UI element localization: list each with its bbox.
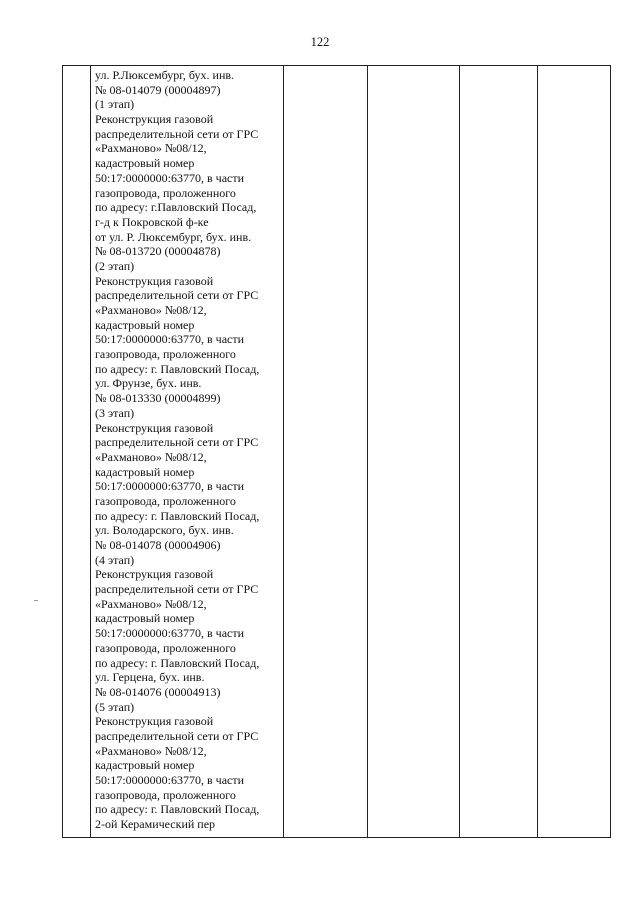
description-line: г-д к Покровской ф-ке [95,214,209,229]
description-line: Реконструкция газовой [95,714,214,729]
description-line: № 08-013720 (00004878) [95,244,221,259]
empty-cell-5 [460,66,538,838]
document-table [62,65,611,838]
description-line: «Рахманово» №08/12, [95,449,207,464]
description-cell [91,66,284,838]
description-line: ул. Герцена, бух. инв. [95,670,205,685]
description-line: «Рахманово» №08/12, [95,743,207,758]
page-number: 122 [310,35,330,49]
description-line: кадастровый номер [95,317,195,332]
description-line: 50:17:0000000:63770, в части [95,170,245,185]
description-line: 50:17:0000000:63770, в части [95,332,245,347]
description-line: газопровода, проложенного [95,185,236,200]
description-line: распределительной сети от ГРС [95,582,259,597]
description-line: Реконструкция газовой [95,112,214,127]
description-line: ул. Володарского, бух. инв. [95,523,234,538]
description-line: газопровода, проложенного [95,493,236,508]
description-line: кадастровый номер [95,156,195,171]
description-line: 2-ой Керамический пер [95,817,216,832]
description-line: № 08-014078 (00004906) [95,538,221,552]
description-line: газопровода, проложенного [95,787,236,802]
description-line: Реконструкция газовой [95,567,214,582]
row-number-cell [63,66,91,838]
description-line: распределительной сети от ГРС [95,435,259,450]
description-line: распределительной сети от ГРС [95,288,259,303]
description-line: (3 этап) [95,405,135,420]
empty-cell-3 [284,66,368,838]
description-line: газопровода, проложенного [95,347,236,362]
description-line: (2 этап) [95,258,135,273]
description-line: «Рахманово» №08/12, [95,141,207,156]
description-line: кадастровый номер [95,758,195,773]
description-line: по адресу: г. Павловский Посад, [95,655,260,670]
description-line: по адресу: г. Павловский Посад, [95,508,260,523]
description-line: 50:17:0000000:63770, в части [95,626,245,641]
description-line: № 08-013330 (00004899) [95,391,221,406]
description-line: (1 этап) [95,97,135,112]
description-line: (4 этап) [95,552,135,567]
description-line: «Рахманово» №08/12, [95,596,207,611]
description-line: (5 этап) [95,699,135,714]
description-line: ул. Р.Люксембург, бух. инв. [95,68,235,82]
description-line: кадастровый номер [95,611,195,626]
description-line: Реконструкция газовой [95,273,214,288]
description-line: газопровода, проложенного [95,640,236,655]
description-text [95,68,281,832]
description-line: распределительной сети от ГРС [95,126,259,141]
description-line: № 08-014076 (00004913) [95,684,221,699]
empty-cell-4 [368,66,460,838]
description-line: Реконструкция газовой [95,420,214,435]
description-line: 50:17:0000000:63770, в части [95,773,245,787]
description-line: «Рахманово» №08/12, [95,303,207,317]
description-line: по адресу: г.Павловский Посад, [95,200,257,215]
description-line: кадастровый номер [95,464,195,479]
table-row [63,66,611,838]
description-line: 50:17:0000000:63770, в части [95,479,245,494]
description-line: по адресу: г. Павловский Посад, [95,802,260,817]
description-line: по адресу: г. Павловский Посад, [95,361,260,376]
description-line: от ул. Р. Люксембург, бух. инв. [95,229,252,244]
margin-mark [34,600,38,601]
description-line: распределительной сети от ГРС [95,728,259,743]
empty-cell-6 [538,66,611,838]
description-line: ул. Фрунзе, бух. инв. [95,376,202,391]
description-line: № 08-014079 (00004897) [95,82,221,97]
